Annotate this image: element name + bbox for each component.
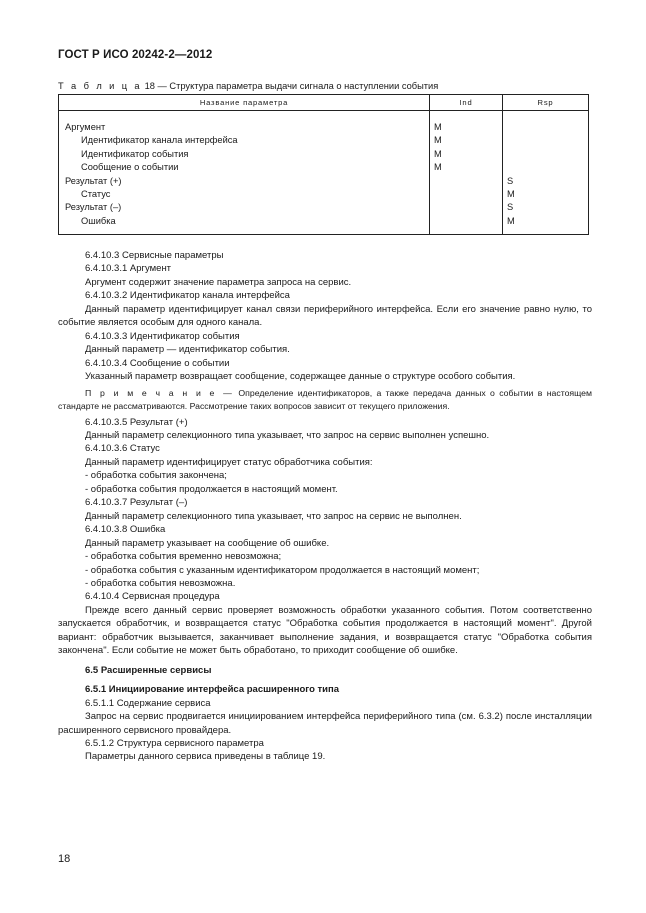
ind-value bbox=[430, 188, 502, 201]
section-heading: 6.4.10.3 Сервисные параметры bbox=[85, 250, 224, 261]
parameter-name: Сообщение о событии bbox=[81, 162, 179, 173]
paragraph: Параметры данного сервиса приведены в таблице 19. bbox=[85, 751, 326, 763]
paragraph: Указанный параметр возвращает сообщение, содержащее данные о структуре особого события. bbox=[85, 371, 516, 383]
ind-value: M bbox=[434, 148, 442, 159]
parameter-name: Ошибка bbox=[81, 215, 116, 226]
section-heading: 6.4.10.3.4 Сообщение о событии bbox=[85, 357, 230, 369]
list-item: - обработка события невозможна. bbox=[85, 577, 236, 589]
rsp-value bbox=[503, 161, 588, 174]
column-header-rsp: Rsp bbox=[503, 95, 589, 111]
rsp-value bbox=[503, 148, 588, 161]
rsp-column bbox=[503, 111, 589, 235]
parameter-name: Аргумент bbox=[65, 122, 106, 132]
ind-value bbox=[430, 175, 502, 188]
ind-column bbox=[430, 111, 503, 235]
rsp-value bbox=[503, 134, 588, 147]
section-heading: 6.4.10.3.6 Статус bbox=[85, 443, 160, 455]
rsp-value: S bbox=[507, 175, 514, 186]
paragraph: Данный параметр селекционного типа указывает, что запрос на сервис выполнен успешно. bbox=[85, 429, 490, 441]
standard-header: ГОСТ Р ИСО 20242-2—2012 bbox=[58, 49, 213, 61]
section-heading: 6.4.10.3.2 Идентификатор канала интерфейса bbox=[85, 290, 290, 302]
section-heading: 6.5.1.2 Структура сервисного параметра bbox=[85, 737, 264, 749]
rsp-value bbox=[503, 121, 588, 134]
column-header-name: Название параметра bbox=[59, 95, 430, 111]
parameter-name: Результат (+) bbox=[65, 175, 122, 186]
parameter-name: Результат (–) bbox=[65, 202, 122, 213]
page-number: 18 bbox=[58, 853, 71, 865]
parameter-name: Идентификатор канала интерфейса bbox=[81, 135, 238, 146]
paragraph: Данный параметр селекционного типа указывает, что запрос на сервис не выполнен. bbox=[85, 510, 462, 522]
paragraph: Прежде всего данный сервис проверяет возможность обработки указанного события. Потом соответственно запускается обработчик, и возвращается статус "Обработка события продолжается в настоящий момент". Другой вариант: обработчик вызывается, заканчивает выполнение задания, и возвращается статус "Обработка события закончена". Если событие не может быть обработано, то приходит сообщение об ошибке. bbox=[58, 604, 592, 657]
section-heading: 6.4.10.3.7 Результат (–) bbox=[85, 497, 188, 509]
rsp-value: M bbox=[507, 188, 515, 199]
ind-value bbox=[430, 201, 502, 214]
ind-value: M bbox=[434, 122, 442, 132]
note-text: Определение идентификаторов, а также передача данных о событии в настоящем стандарте не рассматриваются. Рассмотрение таких вопросов зависит от текущего приложения. bbox=[58, 387, 592, 411]
list-item: - обработка события с указанным идентификатором продолжается в настоящий момент; bbox=[85, 564, 480, 576]
list-item: - обработка события продолжается в настоящий момент. bbox=[85, 483, 338, 495]
parameter-name-column bbox=[59, 111, 430, 235]
paragraph: Данный параметр указывает на сообщение об ошибке. bbox=[85, 537, 330, 549]
body-text bbox=[58, 249, 592, 764]
section-heading: 6.4.10.4 Сервисная процедура bbox=[85, 591, 220, 603]
section-heading: 6.5.1.1 Содержание сервиса bbox=[85, 697, 211, 709]
table-caption-label: Т а б л и ц а bbox=[58, 81, 142, 91]
ind-value: M bbox=[434, 135, 442, 146]
table-caption bbox=[58, 81, 438, 91]
parameters-table bbox=[58, 94, 589, 235]
rsp-value: S bbox=[507, 202, 514, 213]
section-heading: 6.4.10.3.5 Результат (+) bbox=[85, 416, 188, 428]
list-item: - обработка события временно невозможна; bbox=[85, 551, 282, 563]
note-label: П р и м е ч а н и е — bbox=[85, 387, 235, 398]
list-item: - обработка события закончена; bbox=[85, 470, 227, 482]
parameter-name: Статус bbox=[81, 188, 111, 199]
parameter-name: Идентификатор события bbox=[81, 148, 189, 159]
paragraph: Аргумент содержит значение параметра запроса на сервис. bbox=[85, 276, 352, 288]
section-heading: 6.4.10.3.8 Ошибка bbox=[85, 524, 166, 536]
section-heading: 6.5.1 Инициирование интерфейса расширенного типа bbox=[85, 684, 340, 696]
paragraph: Данный параметр идентифицирует статус обработчика события: bbox=[85, 456, 373, 468]
column-header-ind: Ind bbox=[430, 95, 503, 111]
ind-value: M bbox=[434, 162, 442, 173]
section-heading: 6.5 Расширенные сервисы bbox=[85, 664, 212, 676]
paragraph: Данный параметр — идентификатор события. bbox=[85, 344, 290, 356]
rsp-value: M bbox=[507, 215, 515, 226]
ind-value bbox=[430, 215, 502, 228]
note bbox=[58, 387, 592, 413]
table-caption-text: 18 — Структура параметра выдачи сигнала о наступлении события bbox=[144, 81, 439, 91]
paragraph: Запрос на сервис продвигается инициированием интерфейса периферийного типа (см. 6.3.2) после инсталляции расширенного сервисного провайдера. bbox=[58, 711, 592, 736]
paragraph: Данный параметр идентифицирует канал связи периферийного интерфейса. Если его значение равно нулю, то событие является особым для одного канала. bbox=[58, 303, 592, 329]
section-heading: 6.4.10.3.1 Аргумент bbox=[85, 263, 172, 275]
section-heading: 6.4.10.3.3 Идентификатор события bbox=[85, 330, 240, 342]
